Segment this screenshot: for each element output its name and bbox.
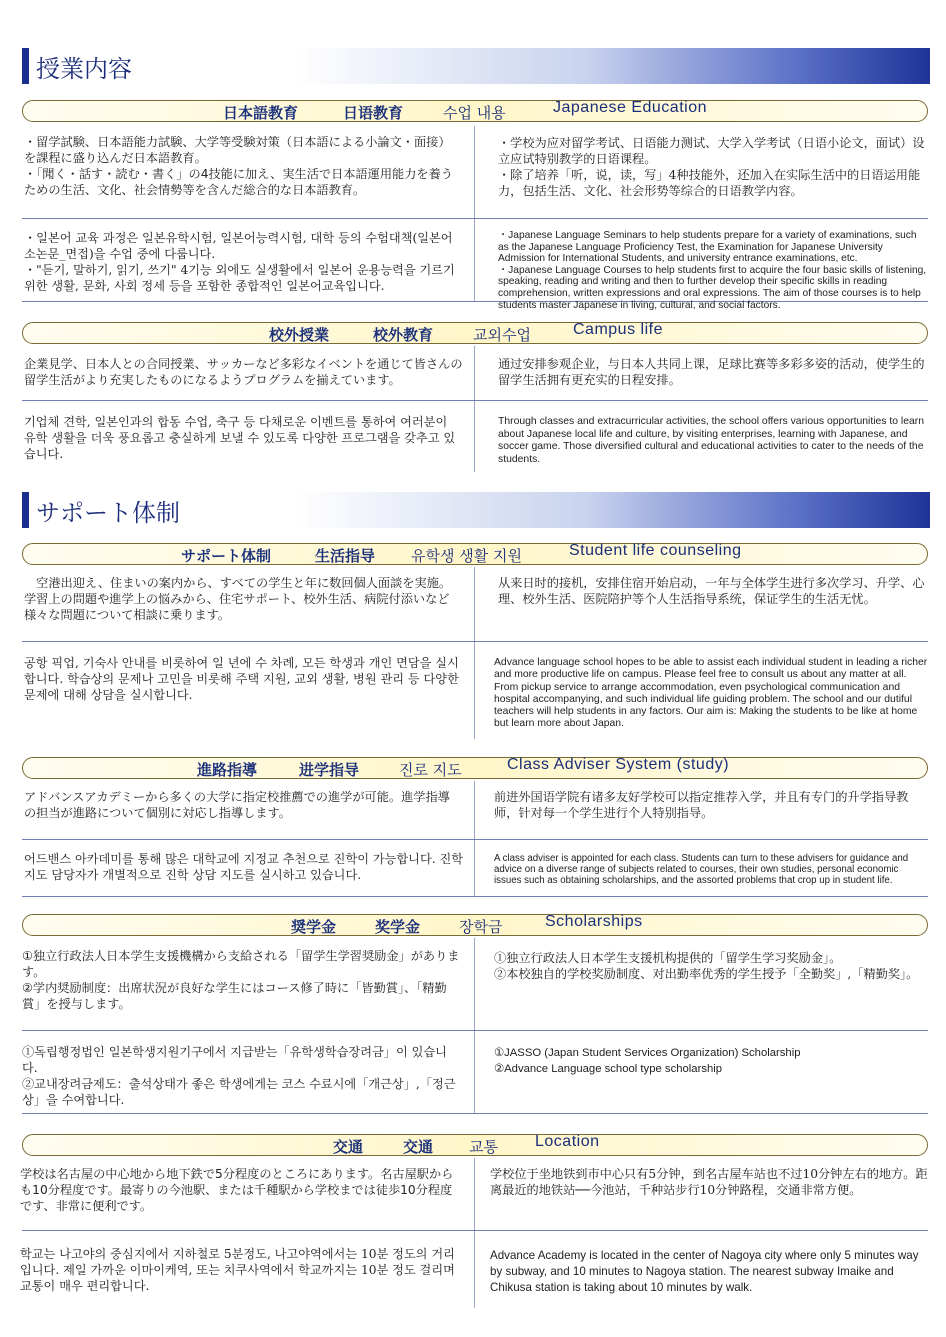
section-divider xyxy=(22,896,928,897)
text-ko: ①독립행정법인 일본학생지원기구에서 지급받는「유학생학습장려금」이 있습니다. ②교내장려금제도：출석상태가 좋은 학생에게는 코스 수료시에「개근상」,「정근상」을 수여합니다. xyxy=(22,1045,456,1107)
text-ja: 学校は名古屋の中心地から地下鉄で5分程度のところにあります。名古屋駅からも10分程度です。最寄りの今池駅、または千種駅から学校までは徒歩10分程度です、非常に便利です。 xyxy=(20,1167,454,1213)
header-ko: 교통 xyxy=(469,1138,498,1156)
section-title: サポート体制 xyxy=(36,499,180,527)
text-en: ・Japanese Language Seminars to help students prepare for a variety of examinations, such as the Japanese Language Proficiency Test, the Examination for Japanese University Admission for International Students, and university entrance examinations, etc. ・Japanese Language Courses to help students first to acquire the four basic skills of listening, speaking, reading and writing and then to further develop their specific skills in reading comprehension, written expressions and oral expressions. The aim of those courses is to help students master Japanese in living, cultural, and social factors. xyxy=(498,230,927,311)
text-ko: 어드밴스 아카데미를 통해 많은 대학교에 지정교 추천으로 진학이 가능합니다. 진학 지도 담당자가 개별적으로 진학 상담 지도를 실시하고 있습니다. xyxy=(24,852,464,882)
text-zh: 学校位于坐地铁到市中心只有5分钟，到名古屋车站也不过10分钟左右的地方。距离最近的地铁站──今池站，千种站步行10分钟路程，交通非常方便。 xyxy=(490,1167,928,1197)
row-divider xyxy=(22,839,928,840)
grid-location xyxy=(22,1158,928,1308)
header-zh: 交通 xyxy=(403,1138,434,1156)
row-divider xyxy=(22,1230,928,1231)
header-zh: 校外教育 xyxy=(373,326,434,344)
header-en: Campus life xyxy=(573,321,663,338)
section-divider xyxy=(22,1113,928,1114)
header-campus-life xyxy=(22,322,928,344)
section-band-classes xyxy=(22,48,930,84)
text-ja: ・留学試験、日本語能力試験、大学等受験対策（日本語による小論文・面接）を課程に盛り込んだ日本語教育。 ・「聞く・話す・読む・書く」の4技能に加え、実生活で日本語運用能力を養うための生活、文化、社会情勢等を含んだ総合的な日本語教育。 xyxy=(24,135,453,197)
row-divider xyxy=(22,641,928,642)
row-divider xyxy=(22,218,928,219)
header-ko: 수업 내용 xyxy=(443,104,506,122)
header-zh: 日语教育 xyxy=(343,104,404,122)
text-ja: 企業見学、日本人との合同授業、サッカーなど多彩なイベントを通じて皆さんの留学生活がより充実したものになるようプログラムを揃えています。 xyxy=(24,357,463,387)
header-ja: サポート体制 xyxy=(181,547,272,565)
header-student-life xyxy=(22,543,928,565)
text-ja: 空港出迎え、住まいの案内から、すべての学生と年に数回個人面談を実施。学習上の問題や進学上の悩みから、住宅サポート、校外生活、病院付添いなど様々な問題について相談に乗ります。 xyxy=(24,576,452,622)
header-ja: 日本語教育 xyxy=(223,104,299,122)
text-ko: 학교는 나고야의 중심지에서 지하철로 5분정도, 나고야역에서는 10분 정도의 거리입니다. 제일 가까운 이마이케역, 또는 치쿠사역에서 학교까지는 10분 정도 걸리며 교통이 매우 편리합니다. xyxy=(20,1247,455,1293)
column-divider xyxy=(474,126,475,302)
header-scholarships xyxy=(22,914,928,936)
grid-campus-life xyxy=(22,346,928,472)
column-divider xyxy=(474,567,475,739)
text-zh: ①独立行政法人日本学生支援机构提供的「留学生学习奖励金」。 ②本校独自的学校奖励制度、对出勤率优秀的学生授予「全勤奖」,「精勤奖」。 xyxy=(494,951,919,981)
header-ja: 交通 xyxy=(333,1138,364,1156)
header-zh: 生活指导 xyxy=(315,547,376,565)
section-band-support xyxy=(22,492,930,528)
header-ja: 奨学金 xyxy=(291,918,337,936)
header-zh: 进学指导 xyxy=(299,761,360,779)
header-ja: 進路指導 xyxy=(197,761,258,779)
text-en: Advance language school hopes to be able to assist each individual student in leading a richer and more productive life on campus. Please feel free to consult us about any matter at all. From pickup service to arrange accommodation, even psychological communication and hospital accompanying, and such individual life guiding problem. The school and our dutiful teachers will help students in any factors. Our aim is: Making the students to be like at home but learn more about Japan. xyxy=(494,657,928,730)
row-divider xyxy=(22,1030,928,1031)
header-japanese-education xyxy=(22,100,928,122)
text-en: ①JASSO (Japan Student Services Organization) Scholarship ②Advance Language school type scholarship xyxy=(494,1047,801,1075)
text-zh: 前进外国语学院有诸多友好学校可以指定推荐入学，并且有专门的升学指导教师，针对每一个学生进行个人特别指导。 xyxy=(494,790,909,820)
column-divider xyxy=(474,1158,475,1308)
text-en: Through classes and extracurricular activities, the school offers various opportunities to learn about Japanese local life and culture, by visiting enterprises, learning with Japanese, and soccer game. Those diversified cultural and educational activities to cater to the needs of the students. xyxy=(498,416,925,465)
header-location xyxy=(22,1134,928,1156)
text-zh: 从来日时的接机，安排住宿开始启动，一年与全体学生进行多次学习、升学、心理、校外生活、医院陪护等个人生活指导系统，保证学生的生活无忧。 xyxy=(498,576,925,606)
header-ja: 校外授業 xyxy=(269,326,330,344)
grid-scholarships xyxy=(22,938,928,1114)
text-zh: ・学校为应对留学考试、日语能力测试、大学入学考试（日语小论文，面试）设立应试特别教学的日语课程。 ・除了培养「听，说，读，写」4种技能外，还加入在实际生活中的日语运用能力，包括生活、文化、社会形势等综合的日语教学内容。 xyxy=(498,136,925,198)
column-divider xyxy=(474,346,475,472)
header-en: Scholarships xyxy=(545,913,643,930)
header-ko: 유학생 생활 지원 xyxy=(411,547,522,565)
text-en: Advance Academy is located in the center of Nagoya city where only 5 minutes way by subway, and 10 minutes to Nagoya station. The nearest subway Imaike and Chikusa station is taking about 10 minutes by walk. xyxy=(490,1249,919,1294)
column-divider xyxy=(474,938,475,1114)
grid-japanese-education xyxy=(22,126,928,311)
text-ko: 공항 픽업, 기숙사 안내를 비롯하여 일 년에 수 차례, 모든 학생과 개인 면담을 실시합니다. 학습상의 문제나 고민을 비롯해 주택 지원, 교외 생활, 병원 관리 등 다양한 문제에 대해 상담을 실시합니다. xyxy=(24,656,459,702)
header-class-adviser xyxy=(22,757,928,779)
header-en: Class Adviser System (study) xyxy=(507,756,730,773)
text-ja: アドバンスアカデミーから多くの大学に指定校推薦での進学が可能。進学指導の担当が進路について個別に対応し指導します。 xyxy=(24,790,450,820)
section-band-accent xyxy=(22,48,29,84)
header-en: Japanese Education xyxy=(553,99,707,116)
text-ja: ①独立行政法人日本学生支援機構から支給される「留学生学習奨励金」があります。 ②学内奨励制度：出席状況が良好な学生にはコース修了時に「皆勤賞」、「精勤賞」を授与します。 xyxy=(22,949,460,1011)
header-ko: 교외수업 xyxy=(473,326,531,344)
header-en: Location xyxy=(535,1133,600,1150)
grid-class-adviser xyxy=(22,781,928,897)
section-band-accent xyxy=(22,492,29,528)
text-ko: 기업체 견학, 일본인과의 합동 수업, 축구 등 다채로운 이벤트를 통하여 여러분이 유학 생활을 더욱 풍요롭고 충실하게 보낼 수 있도록 다양한 프로그램을 갖추고 있습니다. xyxy=(24,415,456,461)
header-ko: 장학금 xyxy=(459,918,503,936)
grid-student-life xyxy=(22,567,928,739)
text-zh: 通过安排参观企业，与日本人共同上课，足球比赛等多彩多姿的活动，使学生的留学生活拥有更充实的日程安排。 xyxy=(498,357,925,387)
section-title: 授業内容 xyxy=(36,55,132,83)
header-en: Student life counseling xyxy=(569,542,742,559)
text-en: A class adviser is appointed for each class. Students can turn to these advisers for guidance and advice on a diverse range of subjects related to courses, their own studies, personal economic issues such as obtaining scholarships, and the assorted problems that crop up in student life. xyxy=(494,853,909,887)
row-divider xyxy=(22,400,928,401)
header-ko: 진로 지도 xyxy=(399,761,462,779)
header-zh: 奖学金 xyxy=(375,918,421,936)
text-ko: ・일본어 교육 과정은 일본유학시험, 일본어능력시험, 대학 등의 수험대책(일본어 소논문_면접)을 수업 중에 다룹니다. ・"듣기, 말하기, 읽기, 쓰기" 4기능 외에도 실생활에서 일본어 운용능력을 기르기 위한 생활, 문화, 사회 정세 등을 포함한 종합적인 일본어교육입니다. xyxy=(24,231,455,293)
